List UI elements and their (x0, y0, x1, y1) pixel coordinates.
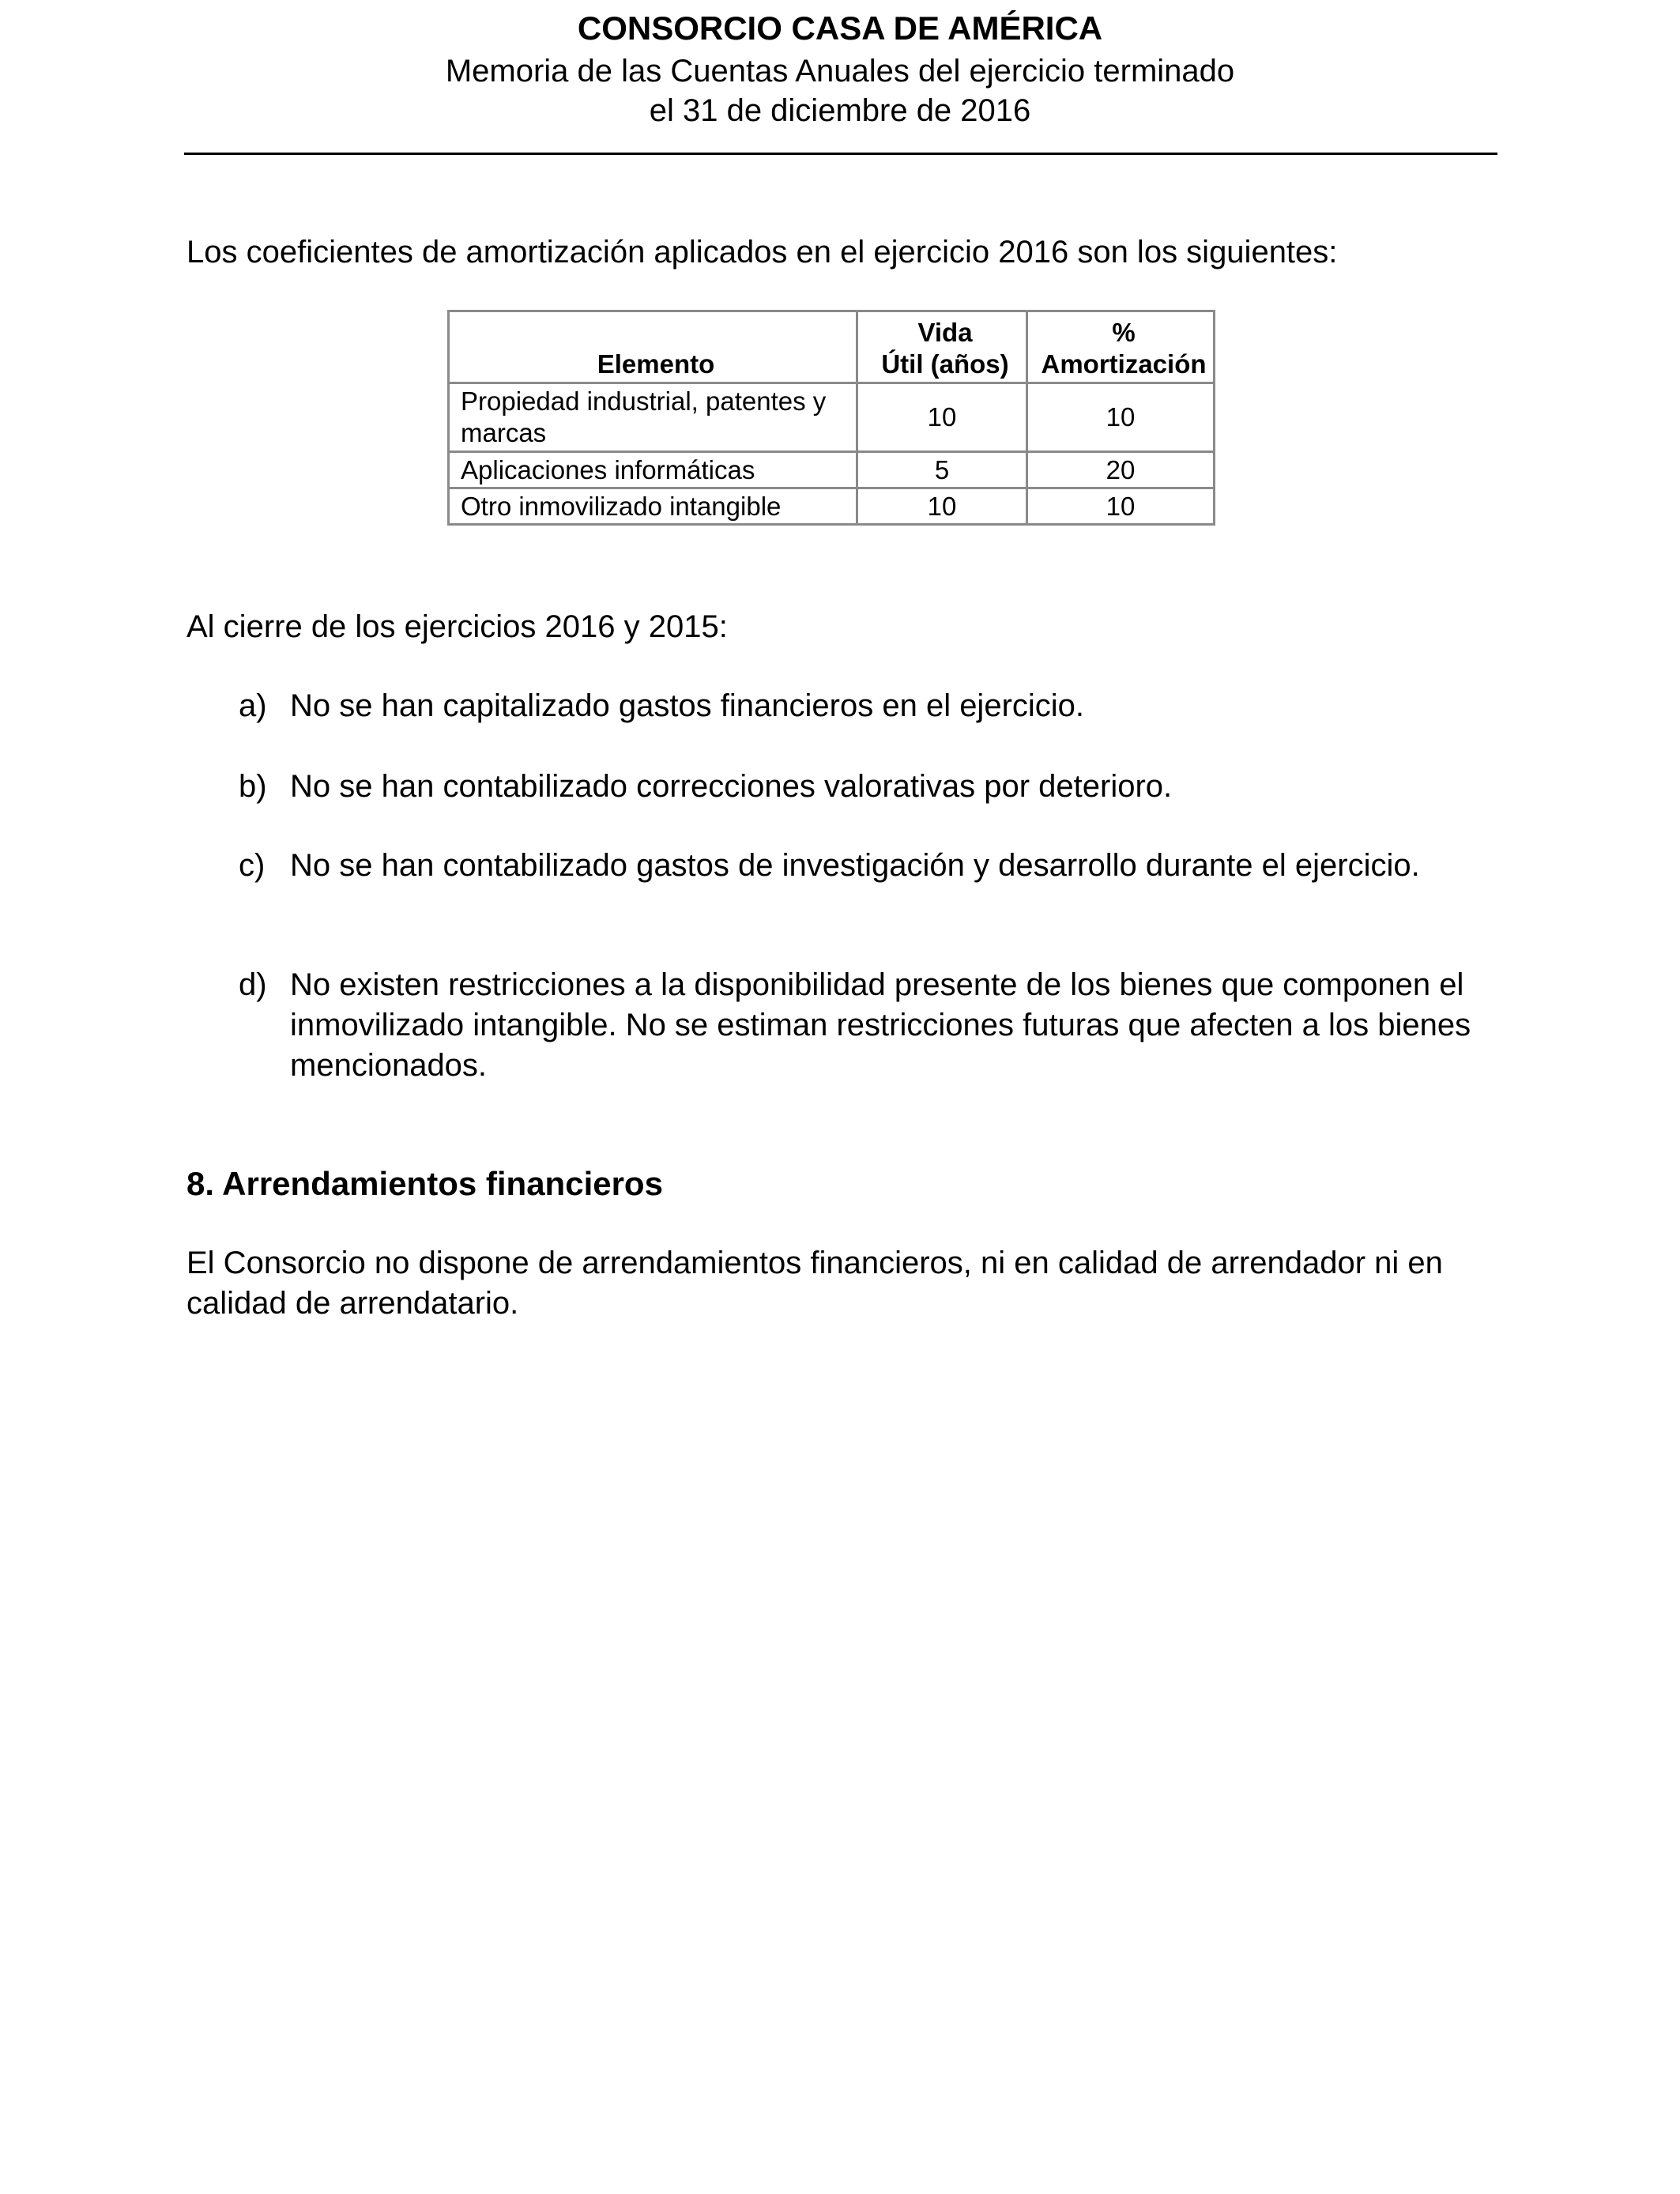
header-vida-line2: Útil (años) (881, 349, 1009, 379)
cell-element: Otro inmovilizado intangible (449, 488, 857, 525)
list-text: No se han capitalizado gastos financieros en el ejercicio. (290, 688, 1085, 723)
cell-vida: 10 (857, 383, 1027, 452)
closing-intro-paragraph: Al cierre de los ejercicios 2016 y 2015: (186, 609, 728, 644)
cell-pct: 20 (1027, 452, 1215, 488)
cell-vida: 10 (857, 488, 1027, 525)
list-marker: b) (239, 769, 267, 804)
document-title: CONSORCIO CASA DE AMÉRICA (577, 9, 1103, 47)
header-pct (1027, 311, 1215, 383)
cell-element: Propiedad industrial, patentes y marcas (449, 383, 857, 452)
section-heading: 8. Arrendamientos financieros (186, 1165, 663, 1202)
header-pct-line2: Amortización (1041, 349, 1207, 379)
header-element-label: Elemento (597, 349, 715, 379)
cell-pct: 10 (1027, 383, 1215, 452)
list-marker: d) (239, 967, 267, 1002)
header-divider (184, 153, 1497, 155)
list-text: No se han contabilizado correcciones valorativas por deterioro. (290, 769, 1173, 804)
cell-pct: 10 (1027, 488, 1215, 525)
cell-vida: 5 (857, 452, 1027, 488)
header-pct-line1: % (1112, 318, 1136, 347)
document-subtitle: Memoria de las Cuentas Anuales del ejercicio terminado (445, 54, 1235, 89)
list-text: No existen restricciones a la disponibilidad presente de los bienes que componen el inmovilizado intangible. No se estiman restricciones futuras que afecten a los bienes mencionados. (290, 967, 1471, 1083)
document-date: el 31 de diciembre de 2016 (649, 93, 1031, 128)
header-vida (857, 311, 1027, 383)
list-text: No se han contabilizado gastos de investigación y desarrollo durante el ejercicio. (290, 848, 1420, 883)
list-marker: c) (239, 848, 266, 883)
header-vida-line1: Vida (917, 318, 973, 347)
cell-element: Aplicaciones informáticas (449, 452, 857, 488)
amortization-table (447, 310, 1215, 526)
table-row (449, 383, 1215, 452)
intro-paragraph: Los coeficientes de amortización aplicados en el ejercicio 2016 son los siguientes: (186, 235, 1338, 270)
section-body-paragraph: El Consorcio no dispone de arrendamientos financieros, ni en calidad de arrendador ni en calidad de arrendatario. (186, 1246, 1443, 1321)
table-row (449, 488, 1215, 525)
table-row (449, 452, 1215, 488)
header-element (449, 311, 857, 383)
table-header-row (449, 311, 1215, 383)
list-marker: a) (239, 688, 267, 723)
